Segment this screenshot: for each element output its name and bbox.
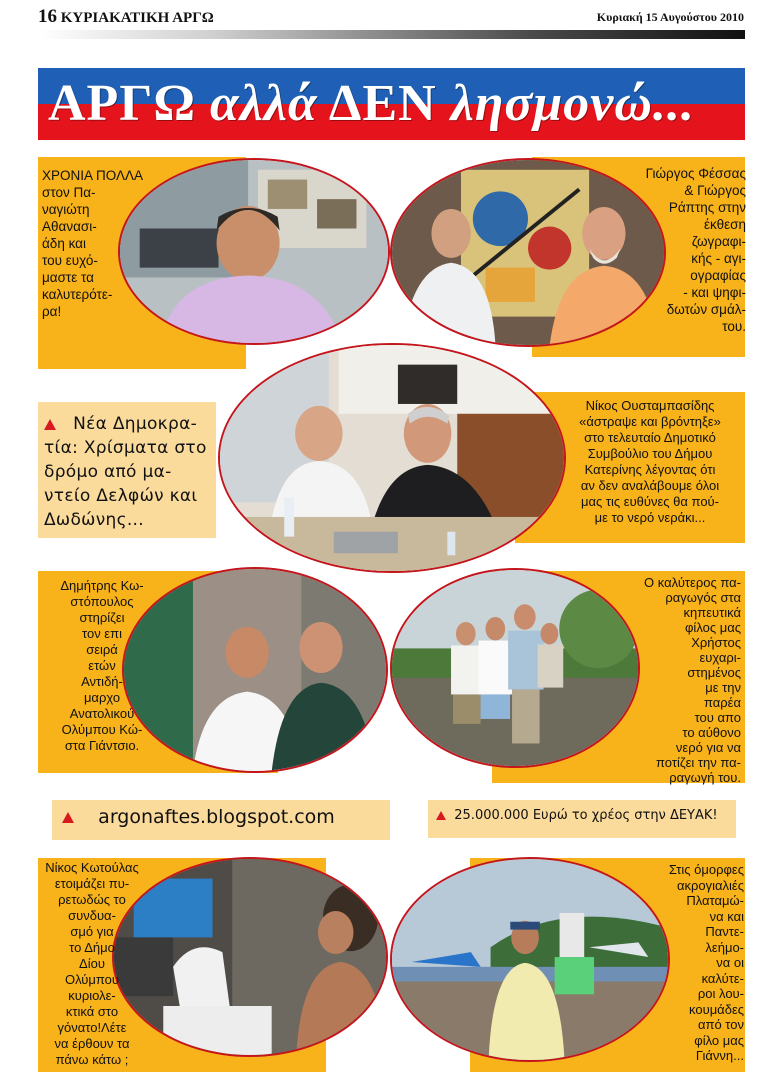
- caption-7-line: το Δήμο: [69, 940, 115, 955]
- caption-8-line: από τον: [697, 1017, 744, 1032]
- caption-2-line: Γιώργος Φέσσας: [645, 166, 746, 181]
- caption-8-line: ροι λου-: [697, 986, 744, 1001]
- nd-headline-line: τία: Χρίσματα στο: [44, 438, 207, 458]
- caption-7: [40, 860, 144, 1068]
- caption-6-line: νερό για να: [675, 740, 741, 755]
- caption-4-line: με το νερό νεράκι...: [594, 510, 706, 525]
- caption-8-line: καλύτε-: [701, 970, 744, 986]
- nd-headline-line: Δωδώνης...: [44, 510, 144, 530]
- caption-4-line: Νίκος Ουσταμπασίδης: [585, 398, 715, 413]
- caption-5-line: σειρά: [86, 642, 118, 657]
- caption-1: [42, 167, 157, 320]
- caption-1-line: καλυτερότε-: [42, 287, 113, 302]
- triangle-bullet-icon: [62, 812, 74, 823]
- photo-council-meeting: [218, 343, 566, 573]
- caption-4-line: «άστραψε και βρόντηξε»: [579, 414, 721, 429]
- caption-7-line: ρετωδώς το: [58, 892, 126, 907]
- caption-6-line: ραγωγός στα: [665, 590, 741, 605]
- banner-title-word-3: ΔΕΝ: [328, 75, 437, 132]
- caption-7-line: Ολύμπου: [64, 972, 120, 987]
- caption-1-line: ναγιώτη: [42, 202, 90, 217]
- nd-headline-line: Νέα Δημοκρα-: [73, 414, 198, 434]
- caption-4-line: αν δεν αναλάβουμε όλοι: [580, 478, 720, 493]
- caption-7-line: Νίκος Κωτούλας: [45, 860, 139, 875]
- deyak-headline: 25.000.000 Ευρώ το χρέος στην ΔΕΥΑΚ!: [454, 808, 718, 823]
- caption-2-line: έκθεση: [704, 217, 746, 232]
- caption-8-line: Γιάννη...: [695, 1048, 744, 1063]
- triangle-bullet-icon: [44, 419, 56, 430]
- caption-1-line: άδη και: [42, 236, 86, 251]
- caption-6-line: στημένος: [687, 665, 741, 680]
- caption-7-line: ετοιμάζει πυ-: [54, 876, 130, 891]
- nd-headline: [44, 412, 214, 532]
- caption-1-line: ΧΡΟΝΙΑ ΠΟΛΛΑ: [42, 168, 144, 183]
- banner-title-word-2: αλλά: [210, 75, 318, 132]
- caption-1-line: μαστε τα: [42, 270, 94, 285]
- caption-1-line: του ευχό-: [42, 253, 98, 268]
- banner-title-word-1: ΑΡΓΩ: [48, 75, 197, 132]
- caption-6-line: ραγωγή του.: [669, 770, 741, 785]
- caption-2-line: του.: [722, 319, 746, 334]
- caption-6-line: του απο: [694, 710, 741, 725]
- photo-kotoulas: [112, 857, 388, 1057]
- caption-8-line: Στις όμορφες: [668, 862, 744, 877]
- caption-1-line: στον Πα-: [42, 185, 96, 200]
- caption-5-line: Ανατολικού: [69, 706, 135, 721]
- photo-athanasiadis: [118, 158, 390, 345]
- caption-1-line: ρα!: [42, 304, 62, 319]
- paper-name: ΚΥΡΙΑΚΑΤΙΚΗ ΑΡΓΩ: [60, 10, 214, 26]
- caption-5-line: Αντιδή-: [81, 674, 123, 689]
- caption-7-line: συνδυα-: [68, 908, 116, 923]
- caption-2-line: ογραφίας: [690, 268, 746, 283]
- caption-7-line: σμό για: [70, 924, 114, 939]
- caption-8-line: λεήμο-: [705, 939, 744, 955]
- caption-7-line: γόνατο!Λέτε: [57, 1020, 127, 1035]
- deyak-line: [436, 808, 718, 823]
- caption-2: [608, 165, 746, 335]
- caption-1-line: Αθανασι-: [42, 219, 97, 234]
- blog-url: argonaftes.blogspot.com: [98, 806, 335, 828]
- caption-6-line: ποτίζει την πα-: [656, 755, 741, 770]
- caption-7-line: πάνω κάτω ;: [55, 1052, 129, 1067]
- caption-4-line: στο τελευταίο Δημοτικό: [584, 430, 716, 445]
- caption-4-line: μας τις ευθύνες θα πού-: [580, 494, 719, 509]
- caption-5-line: Ολύμπου Κώ-: [61, 722, 143, 737]
- blog-line: [62, 806, 335, 828]
- caption-6-line: παρέα: [703, 695, 741, 710]
- caption-5-line: ετών: [88, 658, 116, 673]
- caption-2-line: κής - αγι-: [691, 251, 746, 266]
- caption-6-line: με την: [705, 680, 741, 695]
- caption-2-line: - και ψηφι-: [683, 285, 746, 300]
- caption-8-line: να και: [709, 908, 744, 924]
- caption-8-line: Παντε-: [705, 924, 744, 939]
- caption-4: [560, 398, 740, 526]
- caption-7-line: κτικά στο: [65, 1004, 119, 1019]
- caption-5-line: στηρίζει: [79, 610, 125, 625]
- page-banner: [38, 68, 745, 140]
- caption-5-line: Δημήτρης Κω-: [60, 578, 144, 593]
- caption-6-line: ευχαρι-: [699, 650, 741, 665]
- nd-headline-line: δρόμο από μα-: [44, 462, 172, 482]
- caption-7-line: να έρθουν τα: [54, 1036, 130, 1051]
- caption-8-line: Πλαταμώ-: [686, 893, 744, 908]
- caption-8-line: ακρογιαλιές: [677, 877, 744, 893]
- caption-6-line: Ο καλύτερος πα-: [644, 575, 741, 590]
- caption-2-line: δωτών σμάλ-: [666, 302, 746, 317]
- nd-headline-line: ντείο Δελφών και: [44, 486, 198, 506]
- caption-7-line: κυριολε-: [68, 988, 116, 1003]
- caption-5: [42, 578, 162, 754]
- caption-4-line: Κατερίνης λέγοντας ότι: [584, 462, 716, 477]
- caption-6-line: το αύθονο: [682, 725, 741, 740]
- caption-5-line: στα Γιάντσιο.: [64, 738, 140, 753]
- caption-4-line: Συμβούλιο του Δήμου: [587, 446, 713, 461]
- caption-6-line: Χρήστος: [691, 635, 741, 650]
- page-header-left: [38, 6, 214, 28]
- caption-8-line: να οι: [716, 955, 744, 970]
- caption-8: [600, 862, 744, 1064]
- page-number: 16: [38, 6, 57, 27]
- caption-2-line: Ράπτης στην: [668, 200, 746, 215]
- triangle-bullet-icon: [436, 811, 446, 820]
- caption-5-line: τον επι: [82, 626, 122, 641]
- caption-6: [596, 575, 741, 785]
- caption-2-line: & Γιώργος: [684, 183, 746, 198]
- caption-6-line: φίλος μας: [685, 620, 741, 635]
- caption-2-line: ζωγραφι-: [691, 234, 746, 249]
- caption-5-line: στόπουλος: [70, 594, 134, 609]
- header-rule: [38, 30, 745, 39]
- caption-5-line: μαρχο: [83, 690, 121, 705]
- banner-title-word-4: λησμονώ...: [450, 75, 695, 132]
- caption-8-line: φίλο μας: [694, 1032, 744, 1048]
- caption-8-line: κουμάδες: [689, 1001, 744, 1017]
- issue-date: Κυριακή 15 Αυγούστου 2010: [596, 10, 744, 24]
- banner-title: [48, 74, 695, 134]
- caption-7-line: Δίου: [79, 956, 105, 971]
- caption-6-line: κηπευτικά: [683, 605, 741, 620]
